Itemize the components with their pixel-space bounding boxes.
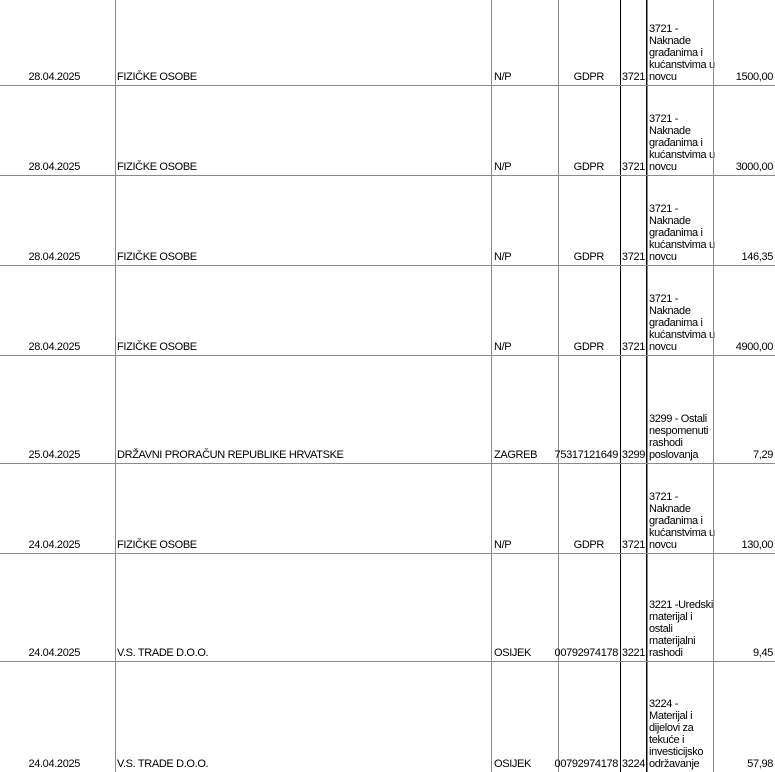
oib-cell: GDPR bbox=[558, 176, 620, 265]
amount-cell: 1500,00 bbox=[713, 0, 775, 85]
account-description-cell: 3721 - Naknade građanima i kućanstvima u novcu bbox=[647, 176, 713, 265]
table-row bbox=[0, 266, 775, 356]
oib-cell: GDPR bbox=[558, 266, 620, 355]
oib-cell: GDPR bbox=[558, 464, 620, 553]
city-cell: N/P bbox=[491, 464, 558, 553]
recipient-cell: DRŽAVNI PRORAČUN REPUBLIKE HRVATSKE bbox=[115, 356, 491, 463]
date-cell: 25.04.2025 bbox=[28, 449, 80, 461]
table-row bbox=[0, 554, 775, 662]
account-description-cell: 3721 - Naknade građanima i kućanstvima u novcu bbox=[647, 266, 713, 355]
table-row bbox=[0, 356, 775, 464]
recipient-cell: FIZIČKE OSOBE bbox=[115, 176, 491, 265]
account-description-cell: 3224 - Materijal i dijelovi za tekuće i investicijsko održavanje bbox=[647, 662, 713, 772]
account-description-cell: 3721 - Naknade građanima i kućanstvima u novcu bbox=[647, 464, 713, 553]
amount-cell: 3000,00 bbox=[713, 86, 775, 175]
city-cell: OSIJEK bbox=[491, 554, 558, 661]
amount-cell: 130,00 bbox=[713, 464, 775, 553]
date-cell: 28.04.2025 bbox=[28, 161, 80, 173]
city-cell: N/P bbox=[491, 86, 558, 175]
account-code-cell: 3721 bbox=[620, 464, 647, 553]
account-code-cell: 3224 bbox=[620, 662, 647, 772]
account-code-cell: 3221 bbox=[620, 554, 647, 661]
amount-cell: 57,98 bbox=[713, 662, 775, 772]
table-row bbox=[0, 662, 775, 772]
date-cell: 28.04.2025 bbox=[28, 341, 80, 353]
recipient-cell: FIZIČKE OSOBE bbox=[115, 464, 491, 553]
amount-cell: 4900,00 bbox=[713, 266, 775, 355]
account-description-cell: 3299 - Ostali nespomenuti rashodi poslovanja bbox=[647, 356, 713, 463]
account-code-cell: 3721 bbox=[620, 0, 647, 85]
date-cell: 24.04.2025 bbox=[28, 758, 80, 770]
date-cell: 28.04.2025 bbox=[28, 71, 80, 83]
oib-cell: GDPR bbox=[558, 86, 620, 175]
oib-cell: 00792974178 bbox=[558, 662, 620, 772]
account-description-cell: 3721 - Naknade građanima i kućanstvima u novcu bbox=[647, 0, 713, 85]
amount-cell: 7,29 bbox=[713, 356, 775, 463]
account-code-cell: 3299 bbox=[620, 356, 647, 463]
table-row bbox=[0, 86, 775, 176]
account-description-cell: 3221 -Uredski materijal i ostali materijalni rashodi bbox=[647, 554, 713, 661]
table-row bbox=[0, 464, 775, 554]
table-row bbox=[0, 176, 775, 266]
oib-cell: GDPR bbox=[558, 0, 620, 85]
table-row bbox=[0, 0, 775, 86]
amount-cell: 146,35 bbox=[713, 176, 775, 265]
city-cell: ZAGREB bbox=[491, 356, 558, 463]
recipient-cell: V.S. TRADE D.O.O. bbox=[115, 554, 491, 661]
amount-cell: 9,45 bbox=[713, 554, 775, 661]
date-cell: 28.04.2025 bbox=[28, 251, 80, 263]
recipient-cell: FIZIČKE OSOBE bbox=[115, 86, 491, 175]
oib-cell: 00792974178 bbox=[558, 554, 620, 661]
city-cell: N/P bbox=[491, 0, 558, 85]
account-description-cell: 3721 - Naknade građanima i kućanstvima u novcu bbox=[647, 86, 713, 175]
recipient-cell: V.S. TRADE D.O.O. bbox=[115, 662, 491, 772]
account-code-cell: 3721 bbox=[620, 266, 647, 355]
oib-cell: 75317121649 bbox=[558, 356, 620, 463]
recipient-cell: FIZIČKE OSOBE bbox=[115, 0, 491, 85]
account-code-cell: 3721 bbox=[620, 176, 647, 265]
city-cell: N/P bbox=[491, 266, 558, 355]
city-cell: N/P bbox=[491, 176, 558, 265]
recipient-cell: FIZIČKE OSOBE bbox=[115, 266, 491, 355]
date-cell: 24.04.2025 bbox=[28, 539, 80, 551]
account-code-cell: 3721 bbox=[620, 86, 647, 175]
city-cell: OSIJEK bbox=[491, 662, 558, 772]
date-cell: 24.04.2025 bbox=[28, 647, 80, 659]
